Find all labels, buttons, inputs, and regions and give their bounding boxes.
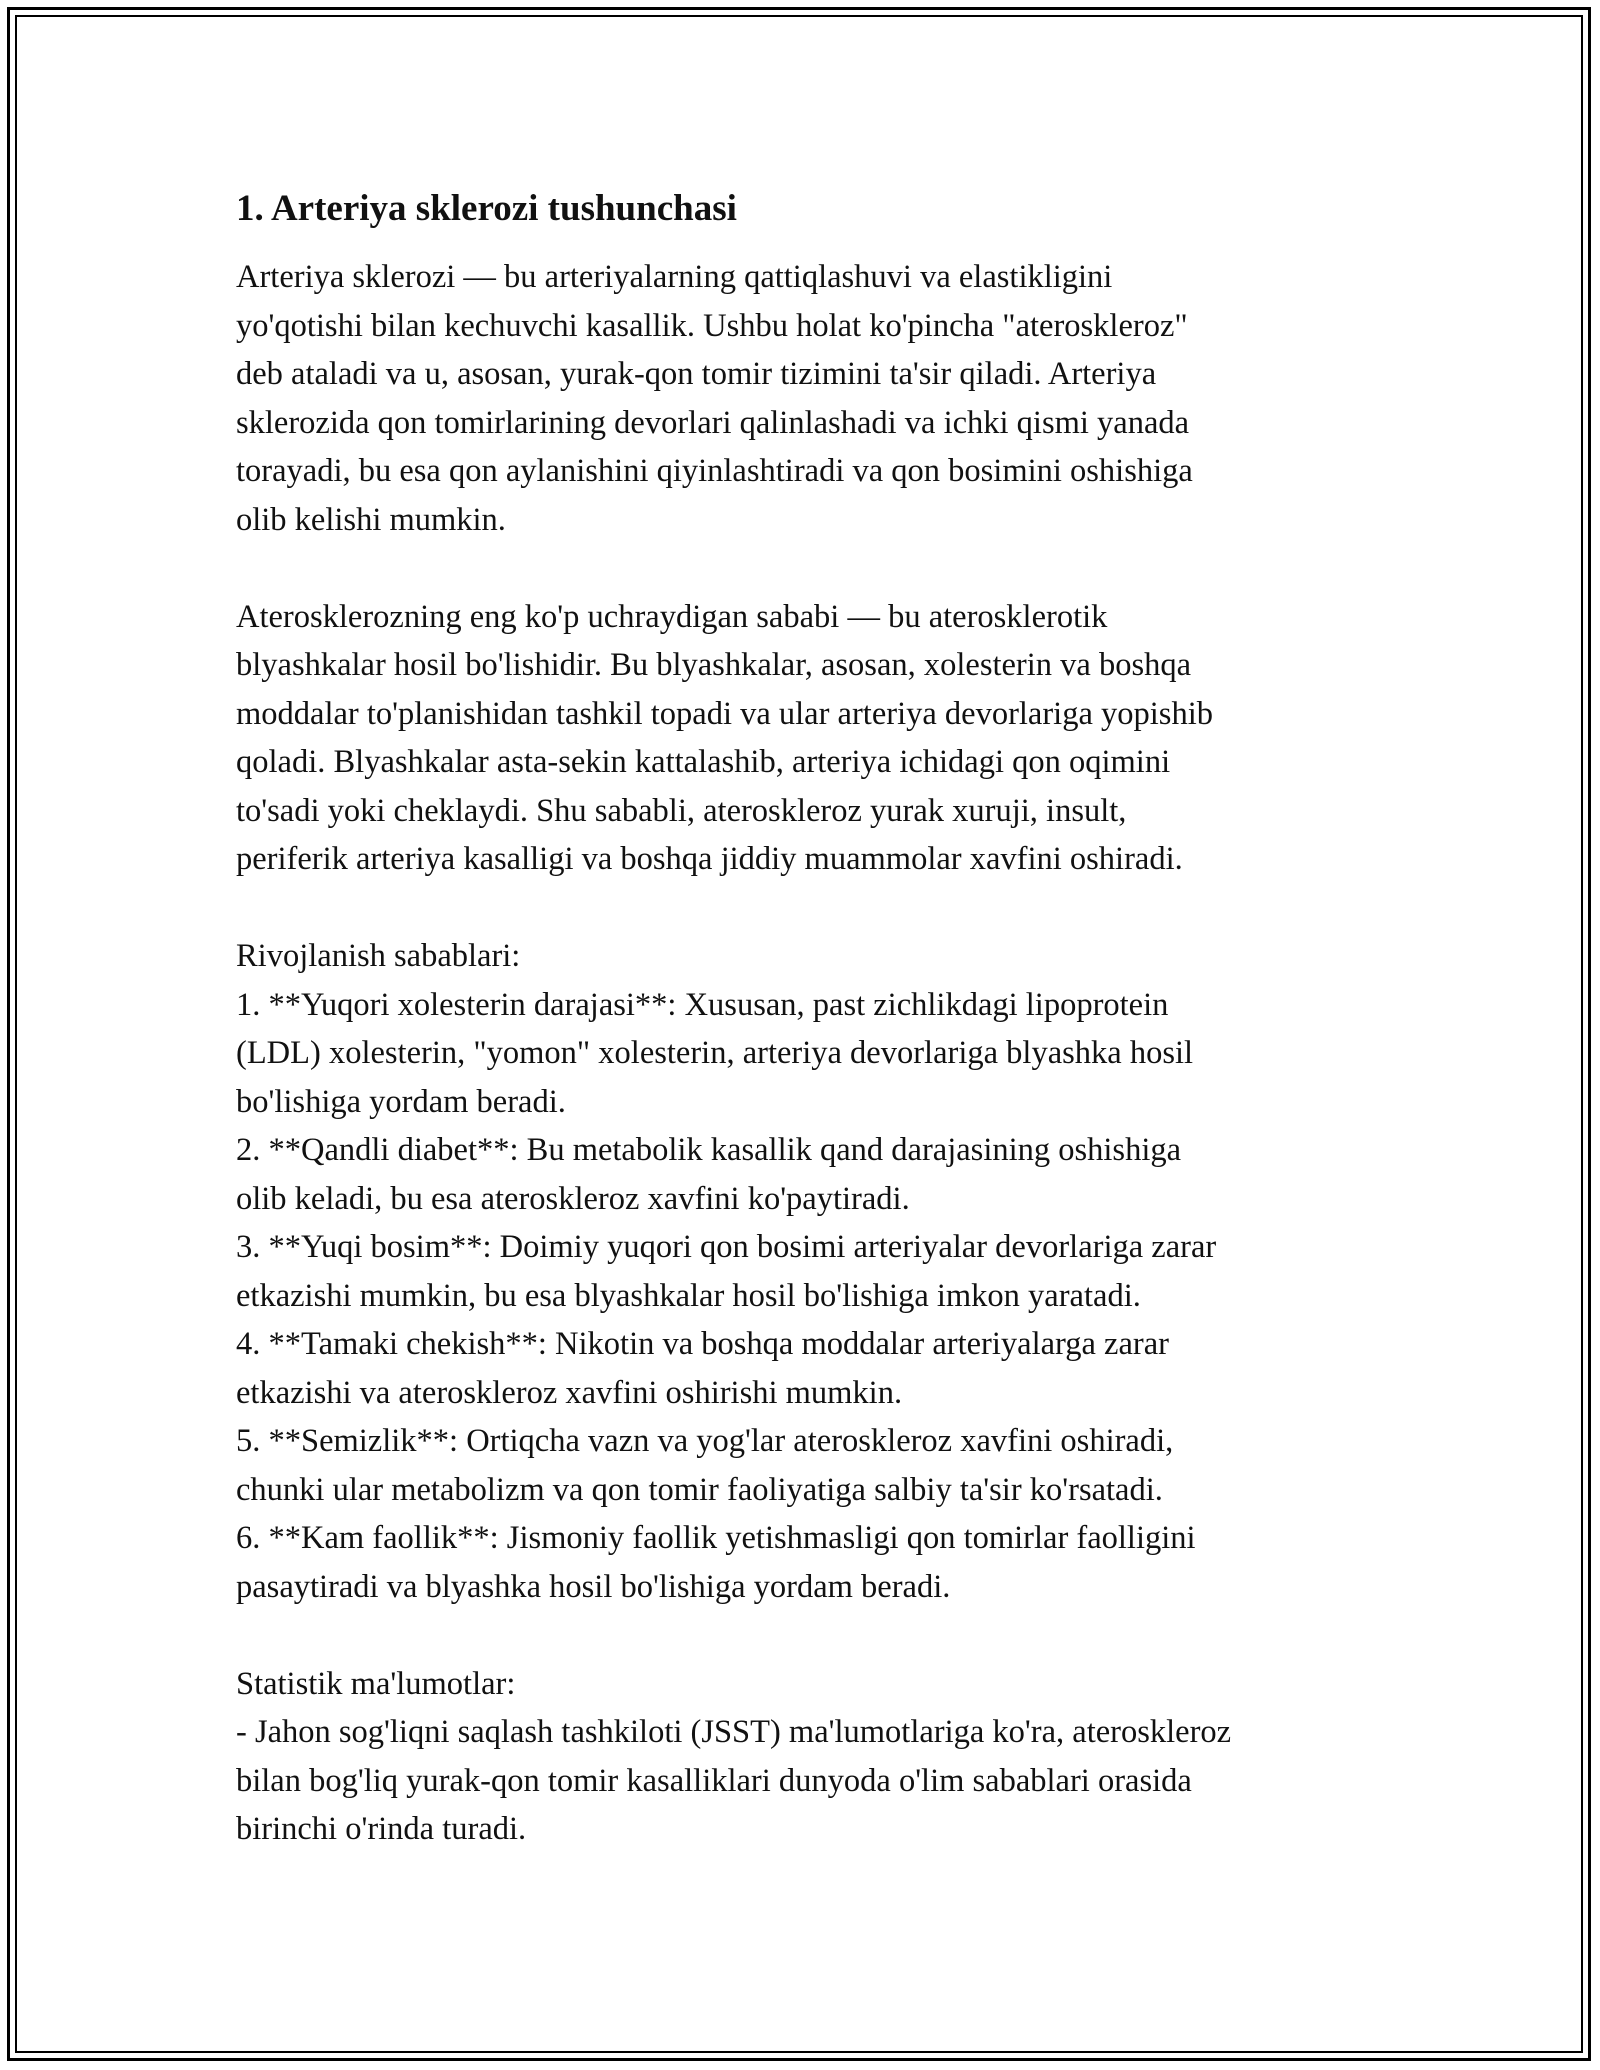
document-content [236,186,1366,1854]
section-heading: 1. Arteriya sklerozi tushunchasi [236,188,737,229]
body-text: Arteriya sklerozi — bu arteriyalarning qattiqlashuvi va elastikligini yo'qotishi bilan kechuvchi kasallik. Ushbu holat ko'pincha "ateroskleroz" deb ataladi va u, asosan, yurak-qon tomir tizimini ta'sir qiladi. Arteriya sklerozida qon tomirlarining devorlari qalinlashadi va ichki qismi yanada torayadi, bu esa qon aylanishini qiyinlashtiradi va qon bosimini oshishiga olib kelishi mumkin. Aterosklerozning eng ko'p uchraydigan sababi — bu aterosklerotik blyashkalar hosil bo'lishidir. Bu blyashkalar, asosan, xolesterin va boshqa moddalar to'planishidan tashkil topadi va ular arteriya devorlariga yopishib qoladi. Blyashkalar asta-sekin kattalashib, arteriya ichidagi qon oqimini to'sadi yoki cheklaydi. Shu sababli, ateroskleroz yurak xuruji, insult, periferik arteriya kasalligi va boshqa jiddiy muammolar xavfini oshiradi. Rivojlanish sabablari: 1. **Yuqori xolesterin darajasi**: Xususan, past zichlikdagi lipoprotein (LDL) xolesterin, "yomon" xolesterin, arteriya devorlariga blyashka hosil bo'lishiga yordam beradi. 2. **Qandli diabet**: Bu metabolik kasallik qand darajasining oshishiga olib keladi, bu esa ateroskleroz xavfini ko'paytiradi. 3. **Yuqi bosim**: Doimiy yuqori qon bosimi arteriyalar devorlariga zarar etkazishi mumkin, bu esa blyashkalar hosil bo'lishiga imkon yaratadi. 4. **Tamaki chekish**: Nikotin va boshqa moddalar arteriyalarga zarar etkazishi va ateroskleroz xavfini oshirishi mumkin. 5. **Semizlik**: Ortiqcha vazn va yog'lar ateroskleroz xavfini oshiradi, chunki ular metabolizm va qon tomir faoliyatiga salbiy ta'sir ko'rsatadi. 6. **Kam faollik**: Jismoniy faollik yetishmasligi qon tomirlar faolligini pasaytiradi va blyashka hosil bo'lishiga yordam beradi. Statistik ma'lumotlar: - Jahon sog'liqni saqlash tashkiloti (JSST) ma'lumotlariga ko'ra, ateroskleroz bilan bog'liq yurak-qon tomir kasalliklari dunyoda o'lim sabablari orasida birinchi o'rinda turadi. [236,259,1232,1847]
